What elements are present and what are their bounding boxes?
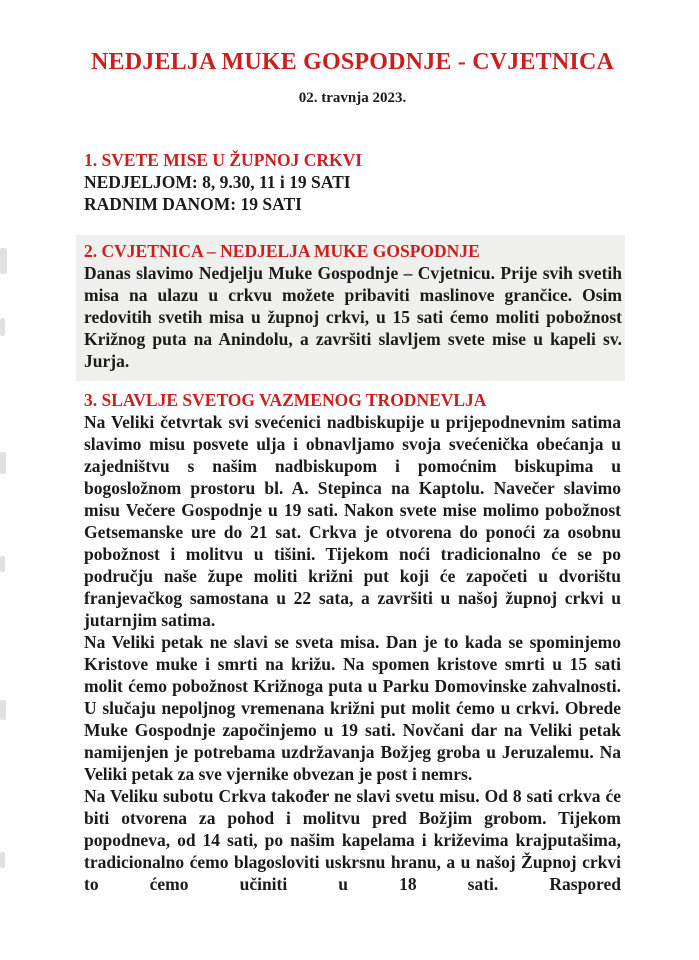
scan-artifact — [0, 452, 6, 474]
section-palm-sunday — [76, 235, 625, 381]
schedule-line-sundays: NEDJELJOM: 8, 9.30, 11 i 19 SATI — [84, 172, 351, 192]
schedule-line-weekdays: RADNIM DANOM: 19 SATI — [84, 194, 302, 214]
section-1-heading: 1. SVETE MISE U ŽUPNOJ CRKVI — [84, 150, 363, 170]
document-title: NEDJELJA MUKE GOSPODNJE - CVJETNICA — [90, 49, 615, 75]
section-3-paragraph-holy-thursday: Na Veliki četvrtak svi svećenici nadbiskupije u prijepodnevnim satima slavimo misu posvete ulja i obnavljamo svoja svećenička obećanja u zajedništvu s našim nadbiskupom i pomoćnim biskupima u bogosložnom prostoru bl. A. Stepinca na Kaptolu. Navečer slavimo misu Večere Gospodnje u 19 sati. Nakon svete mise molimo pobožnost Getsemanske ure do 21 sat. Crkva je otvorena do ponoći za osobnu pobožnost i molitvu u tišini. Tijekom noći tradicionalno će se po području naše župe moliti križni put koji će započeti u dvorištu franjevačkog samostana u 22 sata, a završiti u našoj župnoj crkvi u jutarnjim satima. — [84, 412, 621, 630]
section-triduum — [84, 389, 621, 895]
scan-artifact — [0, 700, 6, 720]
section-3-paragraph-holy-saturday: Na Veliku subotu Crkva također ne slavi svetu misu. Od 8 sati crkva će biti otvorena za pohod i molitvu pred Božjim grobom. Tijekom popodneva, od 14 sati, po našim kapelama i križevima krajputašima, tradicionalno ćemo blagosloviti uskrsnu hranu, a u našoj Župnoj crkvi to ćemo učiniti u 18 sati. Raspored — [84, 786, 621, 894]
section-3-heading: 3. SLAVLJE SVETOG VAZMENOG TRODNEVLJA — [84, 390, 487, 410]
scan-artifact — [0, 556, 5, 572]
document-date: 02. travnja 2023. — [298, 90, 407, 106]
section-2-heading: 2. CVJETNICA – NEDJELJA MUKE GOSPODNJE — [84, 241, 480, 261]
scan-artifact — [0, 248, 7, 274]
section-2-paragraph: Danas slavimo Nedjelju Muke Gospodnje – Cvjetnicu. Prije svih svetih misa na ulazu u crkvu možete pribaviti maslinove grančice. Osim redovitih svetih misa u župnoj crkvi, u 15 sati ćemo moliti pobožnost Križnog puta na Anindolu, a završiti slavljem svete mise u kapeli sv. Jurja. — [84, 263, 622, 371]
section-mass-schedule — [84, 149, 621, 215]
scan-artifact — [0, 852, 5, 868]
section-3-paragraph-good-friday: Na Veliki petak ne slavi se sveta misa. Dan je to kada se spominjemo Kristove muke i smrti na križu. Na spomen kristove smrti u 15 sati molit ćemo pobožnost Križnoga puta u Parku Domovinske zahvalnosti. U slučaju nepoljnog vremenana križni put molit ćemo u crkvi. Obrede Muke Gospodnje započinjemo u 19 sati. Novčani dar na Veliki petak namijenjen je potrebama uzdržavanja Božjeg groba u Jeruzalemu. Na Veliki petak za sve vjernike obvezan je post i nemrs. — [84, 632, 621, 784]
scan-artifact — [0, 318, 5, 336]
